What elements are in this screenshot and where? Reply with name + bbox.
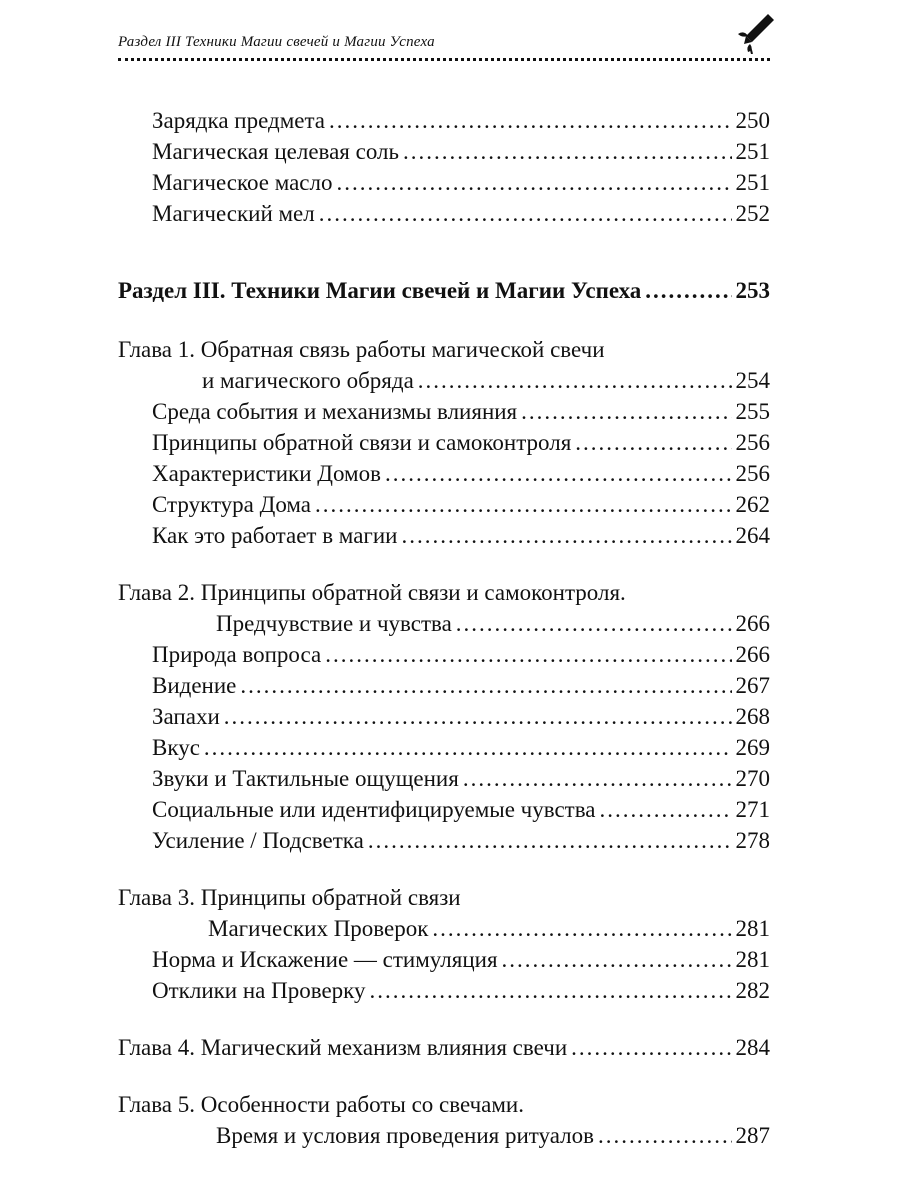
toc-entry[interactable] bbox=[118, 701, 770, 732]
dot-leader bbox=[368, 825, 732, 856]
toc-entry[interactable] bbox=[118, 105, 770, 136]
toc-entry[interactable] bbox=[118, 794, 770, 825]
dot-leader bbox=[224, 701, 732, 732]
toc-entry-page: 251 bbox=[735, 170, 770, 195]
toc-entry-label: Социальные или идентифицируемые чувства bbox=[152, 797, 596, 822]
dot-leader bbox=[418, 365, 732, 396]
chapter-2-title[interactable]: Глава 2. Принципы обратной связи и самоконтроля. bbox=[118, 580, 626, 605]
toc-entry-label: Вкус bbox=[152, 735, 200, 760]
toc-entry[interactable] bbox=[118, 458, 770, 489]
dot-leader bbox=[521, 396, 731, 427]
dot-leader bbox=[240, 670, 731, 701]
dot-leader bbox=[315, 489, 731, 520]
toc-section-label: Раздел III. Техники Магии свечей и Магии Успеха bbox=[118, 278, 642, 303]
toc-section-page: 253 bbox=[735, 278, 770, 303]
dot-leader bbox=[385, 458, 732, 489]
chapter-5-title[interactable]: Глава 5. Особенности работы со свечами. bbox=[118, 1092, 524, 1117]
dot-leader bbox=[403, 136, 732, 167]
dot-leader bbox=[325, 639, 731, 670]
toc-entry-label: Зарядка предмета bbox=[152, 108, 326, 133]
chapter-3-entry[interactable] bbox=[118, 913, 770, 944]
chapter-2-title-cont: Предчувствие и чувства bbox=[216, 611, 452, 636]
toc-entry[interactable] bbox=[118, 975, 770, 1006]
running-header-title: Раздел III Техники Магии свечей и Магии Успеха bbox=[118, 34, 435, 50]
chapter-2-page: 266 bbox=[735, 611, 770, 636]
chapter-1-title-cont: и магического обряда bbox=[202, 368, 414, 393]
chapter-3-title-cont: Магических Проверок bbox=[208, 916, 429, 941]
dot-leader bbox=[575, 427, 731, 458]
dot-leader bbox=[645, 275, 731, 306]
toc-entry-page: 269 bbox=[735, 735, 770, 760]
toc-entry-page: 256 bbox=[735, 430, 770, 455]
toc-entry-label: Как это работает в магии bbox=[152, 523, 398, 548]
dot-leader bbox=[502, 944, 732, 975]
chapter-3-page: 281 bbox=[735, 916, 770, 941]
toc-entry-label: Магическое масло bbox=[152, 170, 333, 195]
toc-entry[interactable] bbox=[118, 167, 770, 198]
running-header bbox=[118, 30, 768, 64]
chapter-2-entry[interactable] bbox=[118, 608, 770, 639]
chapter-4-entry[interactable] bbox=[118, 1032, 770, 1063]
toc-entry-label: Среда события и механизмы влияния bbox=[152, 399, 518, 424]
toc-entry-label: Отклики на Проверку bbox=[152, 978, 366, 1003]
dot-leader bbox=[370, 975, 732, 1006]
chapter-5-page: 287 bbox=[735, 1123, 770, 1148]
toc-entry-page: 270 bbox=[735, 766, 770, 791]
chapter-1-page: 254 bbox=[735, 368, 770, 393]
dot-leader bbox=[456, 608, 732, 639]
toc-entry-page: 251 bbox=[735, 139, 770, 164]
toc-entry[interactable] bbox=[118, 396, 770, 427]
toc-entry[interactable] bbox=[118, 944, 770, 975]
toc-entry[interactable] bbox=[118, 825, 770, 856]
toc-entry-page: 256 bbox=[735, 461, 770, 486]
toc-section-entry[interactable] bbox=[118, 275, 770, 306]
toc-entry-label: Магический мел bbox=[152, 201, 315, 226]
toc-entry-label: Характеристики Домов bbox=[152, 461, 381, 486]
dot-leader bbox=[432, 913, 731, 944]
toc-entry-page: 282 bbox=[735, 978, 770, 1003]
dot-leader bbox=[571, 1032, 731, 1063]
chapter-5-title-cont: Время и условия проведения ритуалов bbox=[216, 1123, 594, 1148]
dot-leader bbox=[598, 1120, 732, 1151]
toc-entry-page: 267 bbox=[735, 673, 770, 698]
toc-entry[interactable] bbox=[118, 198, 770, 229]
toc-entry[interactable] bbox=[118, 732, 770, 763]
dot-leader bbox=[329, 105, 731, 136]
toc-entry[interactable] bbox=[118, 489, 770, 520]
toc-entry[interactable] bbox=[118, 520, 770, 551]
toc-entry-page: 268 bbox=[735, 704, 770, 729]
chapter-1-entry[interactable] bbox=[118, 365, 770, 396]
chapter-5-entry[interactable] bbox=[118, 1120, 770, 1151]
toc-entry-label: Запахи bbox=[152, 704, 220, 729]
dot-leader bbox=[463, 763, 732, 794]
toc-entry-label: Природа вопроса bbox=[152, 642, 322, 667]
toc-entry-page: 266 bbox=[735, 642, 770, 667]
toc-entry-page: 281 bbox=[735, 947, 770, 972]
toc-entry-page: 250 bbox=[735, 108, 770, 133]
dot-leader bbox=[401, 520, 731, 551]
chapter-4-page: 284 bbox=[735, 1035, 770, 1060]
toc-entry-label: Магическая целевая соль bbox=[152, 139, 399, 164]
toc-entry-page: 278 bbox=[735, 828, 770, 853]
toc-entry-label: Усиление / Подсветка bbox=[152, 828, 364, 853]
header-dotted-rule bbox=[118, 58, 770, 61]
toc-entry[interactable] bbox=[118, 136, 770, 167]
toc-entry[interactable] bbox=[118, 639, 770, 670]
toc-entry-label: Видение bbox=[152, 673, 237, 698]
quill-pen-icon bbox=[734, 10, 778, 54]
toc-entry-label: Принципы обратной связи и самоконтроля bbox=[152, 430, 572, 455]
dot-leader bbox=[319, 198, 732, 229]
toc-entry[interactable] bbox=[118, 763, 770, 794]
toc-entry-label: Структура Дома bbox=[152, 492, 312, 517]
toc-entry-page: 255 bbox=[735, 399, 770, 424]
toc-entry[interactable] bbox=[118, 427, 770, 458]
dot-leader bbox=[600, 794, 732, 825]
toc-entry-label: Норма и Искажение — стимуляция bbox=[152, 947, 498, 972]
toc-entry-page: 252 bbox=[735, 201, 770, 226]
toc-entry-page: 264 bbox=[735, 523, 770, 548]
chapter-1-title[interactable]: Глава 1. Обратная связь работы магической свечи bbox=[118, 337, 605, 362]
dot-leader bbox=[204, 732, 732, 763]
table-of-contents bbox=[118, 105, 770, 1151]
toc-entry-page: 271 bbox=[735, 797, 770, 822]
toc-entry-page: 262 bbox=[735, 492, 770, 517]
chapter-3-title[interactable]: Глава 3. Принципы обратной связи bbox=[118, 885, 461, 910]
dot-leader bbox=[337, 167, 732, 198]
toc-entry-label: Звуки и Тактильные ощущения bbox=[152, 766, 459, 791]
chapter-4-title: Глава 4. Магический механизм влияния свечи bbox=[118, 1035, 568, 1060]
toc-entry[interactable] bbox=[118, 670, 770, 701]
